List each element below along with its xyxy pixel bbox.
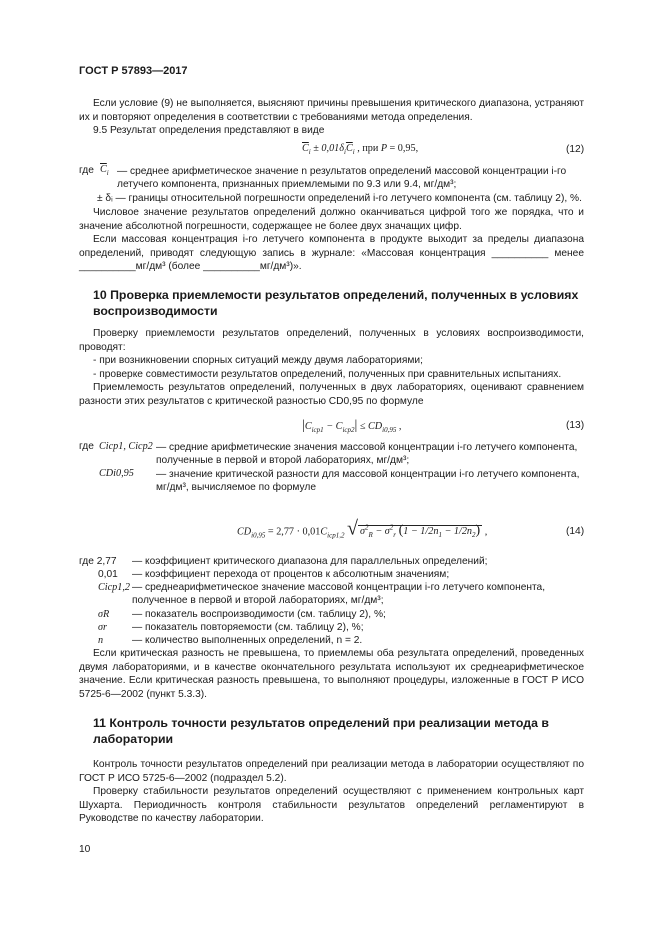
definition-symbol: где 2,77	[79, 556, 117, 567]
paragraph-stability: Проверку стабильности результатов определений осуществляют с применением контрольных карт Шухарта. Периодичность контроля стабильности результатов определений регламентируют в Руководстве по качеству лаборатории.	[79, 786, 584, 825]
definition-row	[98, 621, 584, 634]
section-11-title: 11 Контроль точности результатов определений при реализации метода в лаборатории	[93, 716, 549, 746]
document-id: ГОСТ Р 57893—2017	[79, 65, 188, 77]
equation-number-12: (12)	[566, 144, 585, 155]
definition-text: — количество выполненных определений, n = 2.	[132, 635, 363, 646]
where-label-13: где	[79, 441, 94, 452]
section-10-title: 10 Проверка приемлемости результатов определений, полученных в условиях воспроизводимости	[93, 288, 579, 318]
formula-13: $|C_{icp1} - C_{icp2}| \le CD_{i0,95}$ ,	[302, 418, 402, 435]
formula-14: $CD_{i0,95} = 2,77 \cdot 0,01C_{icp1,2}$ √ $\sigma^2_R - \sigma^2_r$ $(1 - 1/2n_1 - 1/2n_2)$ ,	[237, 517, 488, 540]
paragraph-condition-9: Если условие (9) не выполняется, выясняют причины превышения критического диапазона, устраняют их и повторяют определения в соответствии с требованиями метода определения.	[79, 98, 584, 123]
definition-text: — показатель повторяемости (см. таблицу 2), %;	[132, 622, 364, 633]
formula-12: $\overline{C}_i \pm 0,01\delta_i\overline{C}_i$ , при P = 0,95,	[302, 143, 419, 157]
symbol-cd: CDi0,95	[99, 468, 134, 479]
paragraph-numeric-value: Числовое значение результатов определений должно оканчиваться цифрой того же порядка, что и значение абсолютной погрешности, содержащее не более двух значащих цифр.	[79, 207, 584, 232]
definition-symbol: σr	[98, 622, 107, 633]
definition-text: — коэффициент критического диапазона для параллельных определений;	[132, 556, 488, 567]
paragraph-reproducibility-check: Проверку приемлемости результатов определений, полученных в условиях воспроизводимости, проводят:	[79, 328, 584, 353]
where-label: где	[79, 165, 94, 176]
definition-symbol: n	[98, 635, 104, 646]
list-item-compatibility: - проверке совместимости результатов определений, полученных при сравнительных испытаниях.	[93, 369, 562, 380]
symbol-cicp: Cicp1, Cicp2	[99, 441, 153, 452]
definition-row	[98, 608, 584, 621]
paragraph-acceptance: Приемлемость результатов определений, полученных в двух лабораториях, оценивают сравнением разности этих результатов с критической разностью CD0,95 по формуле	[79, 382, 584, 407]
definition-delta: ± δᵢ — границы относительной погрешности определений i-го летучего компонента (см. таблицу 2), %.	[97, 193, 582, 204]
definition-row	[98, 581, 584, 608]
paragraph-accuracy-control: Контроль точности результатов определений при реализации метода в лаборатории осуществляют по ГОСТ Р ИСО 5725-6—2002 (подраздел 5.2).	[79, 759, 584, 784]
page-number: 10	[79, 844, 91, 855]
list-item-disputes: - при возникновении спорных ситуаций между двумя лабораториями;	[93, 355, 423, 366]
paragraph-critical-difference: Если критическая разность не превышена, то приемлемы оба результата определений, проведенных двумя лабораториями, и в качестве окончательного результата используют их среднеарифметическое значение. Если критическая разность превышена, то выполняют процедуры, изложенные в ГОСТ Р ИСО 5725-6—2002 (пункт 5.3.3).	[79, 648, 584, 700]
definition-symbol: 0,01	[98, 569, 118, 580]
definition-row	[79, 555, 584, 568]
paragraph-journal-record: Если массовая концентрация i-го летучего компонента в продукте выходит за пределы диапазона определений, приводят следующую запись в журнале: «Массовая концентрация __________ менее __________мг/дм³ (более __________мг/дм³)».	[79, 234, 584, 273]
definition-cicp: — средние арифметические значения массовой концентрации i-го летучего компонента, полученные в первой и второй лабораториях, мг/дм³;	[156, 442, 578, 467]
definition-cd: — значение критической разности для массовой концентрации i-го летучего компонента, мг/дм³, вычисляемое по формуле	[156, 469, 580, 494]
definition-row	[98, 634, 584, 647]
definition-text: — коэффициент перехода от процентов к абсолютным значениям;	[132, 569, 450, 580]
definition-symbol: σR	[98, 609, 110, 620]
definition-c-bar: — среднее арифметическое значение n результатов определений массовой концентрации i-го летучего компонента, признанных приемлемыми по 9.3 или 9.4, мг/дм³;	[117, 166, 567, 191]
equation-number-14: (14)	[566, 526, 585, 537]
definition-text: — среднеарифметическое значение массовой концентрации i-го летучего компонента, полученное в первой и второй лабораториях, мг/дм³;	[132, 582, 546, 607]
paragraph-9-5: 9.5 Результат определения представляют в виде	[93, 125, 325, 136]
definition-text: — показатель воспроизводимости (см. таблицу 2), %;	[132, 609, 386, 620]
definition-symbol: Cicp1,2	[98, 582, 130, 593]
definition-row	[98, 568, 584, 581]
symbol-c-bar: $\overline{C}_i$	[100, 164, 109, 178]
equation-number-13: (13)	[566, 420, 585, 431]
